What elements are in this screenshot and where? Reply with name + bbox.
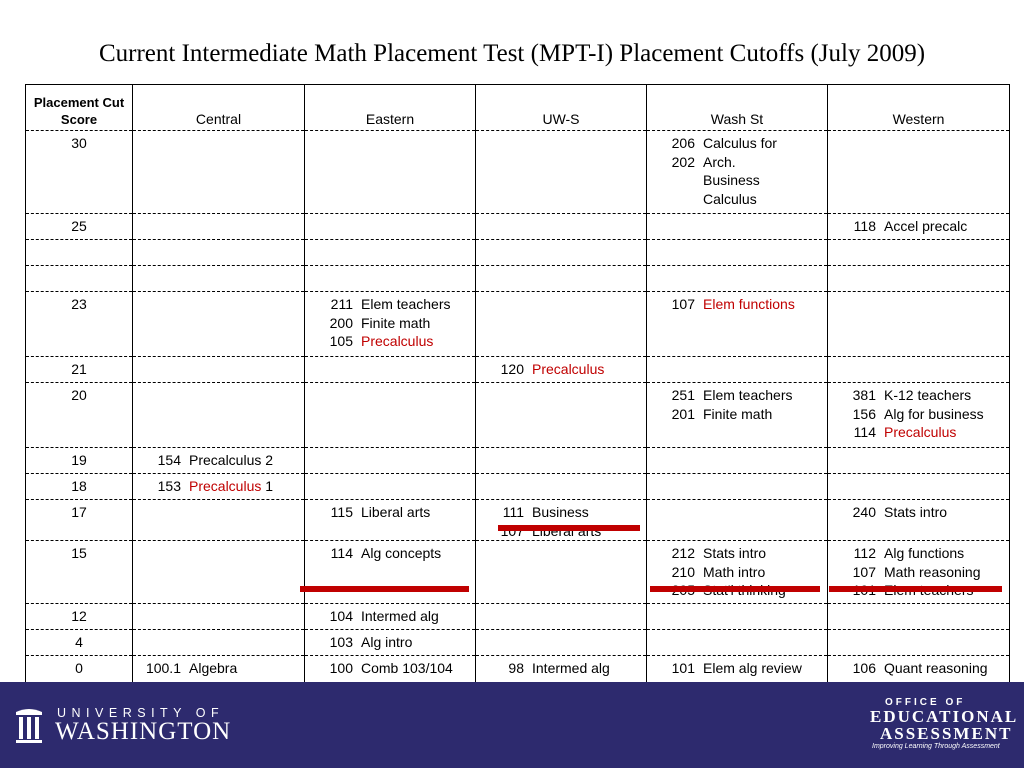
course-entry: [305, 544, 475, 563]
central-cell: [133, 131, 305, 214]
course-name: Precalculus: [189, 478, 262, 494]
course-code: [647, 190, 703, 209]
eastern-cell: [305, 630, 476, 656]
uws-cell: [476, 292, 647, 357]
course-name: Alg for business: [884, 405, 984, 422]
course-entry: [647, 153, 827, 172]
central-cell: [133, 630, 305, 656]
eastern-cell: [305, 266, 476, 292]
course-name: Stats intro: [884, 504, 948, 520]
strike-line-wash-st: [650, 586, 820, 592]
header-western: Western: [828, 85, 1010, 131]
uws-cell: [476, 500, 647, 541]
course-name: Algebra: [189, 660, 238, 676]
central-cell: [133, 500, 305, 541]
course-code: 103: [329, 634, 353, 650]
course-entry: [305, 332, 475, 351]
course-name: Liberal arts: [361, 504, 431, 520]
table-row: [26, 292, 1010, 357]
western-cell: [828, 266, 1010, 292]
washst-cell: [647, 500, 828, 541]
washst-cell: [647, 448, 828, 474]
course-name: Business: [703, 172, 760, 188]
course-name: Alg intro: [361, 634, 413, 650]
course-code: 381: [852, 387, 876, 403]
course-code: 200: [329, 314, 353, 331]
course-name: Math reasoning: [884, 563, 981, 580]
course-name: Quant reasoning: [884, 660, 988, 676]
washst-cell: [647, 214, 828, 240]
western-cell: [828, 292, 1010, 357]
table-row: [26, 266, 1010, 292]
cut-score-cell: [26, 240, 133, 266]
course-entry: [647, 405, 827, 424]
course-entry: [305, 633, 475, 652]
washst-cell: [647, 630, 828, 656]
course-code: 112: [853, 545, 876, 561]
course-code: 114: [853, 424, 876, 440]
eastern-cell: [305, 292, 476, 357]
strike-line-uws: [498, 525, 640, 531]
table-row: [26, 131, 1010, 214]
cut-score-cell: 25: [26, 214, 133, 240]
table-row: [26, 357, 1010, 383]
course-code: 156: [852, 405, 876, 422]
cut-score-cell: 18: [26, 474, 133, 500]
western-cell: [828, 383, 1010, 448]
course-entry: [647, 563, 827, 582]
eastern-cell: [305, 604, 476, 630]
course-name: Elem teachers: [361, 296, 451, 312]
course-name: Finite math: [361, 314, 431, 331]
uws-cell: [476, 630, 647, 656]
course-code: [647, 171, 703, 190]
eastern-cell: [305, 240, 476, 266]
header-uws: UW-S: [476, 85, 647, 131]
course-entry: [647, 544, 827, 563]
eastern-cell: [305, 541, 476, 604]
table-row: [26, 604, 1010, 630]
washst-cell: [647, 541, 828, 604]
course-code: 107: [852, 563, 876, 580]
central-cell: [133, 604, 305, 630]
header-central: Central: [133, 85, 305, 131]
course-name: Precalculus 2: [189, 452, 274, 468]
washst-cell: [647, 292, 828, 357]
cut-score-cell: 15: [26, 541, 133, 604]
washst-cell: [647, 357, 828, 383]
table-row: [26, 630, 1010, 656]
course-code: 154: [157, 452, 181, 468]
uws-cell: [476, 604, 647, 630]
washst-cell: [647, 604, 828, 630]
course-name: Elem alg review: [703, 660, 802, 676]
university-label: UNIVERSITY OF: [57, 706, 225, 720]
table-row: [26, 541, 1010, 604]
course-code: 100: [329, 660, 353, 676]
course-code: 240: [852, 504, 876, 520]
cut-score-cell: [26, 266, 133, 292]
course-entry: [647, 386, 827, 405]
course-entry: [828, 563, 1009, 582]
western-cell: [828, 474, 1010, 500]
header-placement-cut-score: Placement Cut Score: [26, 85, 133, 131]
western-cell: [828, 541, 1010, 604]
course-suffix: 1: [261, 478, 274, 494]
table-row: [26, 240, 1010, 266]
page-title: Current Intermediate Math Placement Test (MPT-I) Placement Cutoffs (July 2009): [98, 40, 926, 67]
course-entry: [647, 134, 827, 153]
course-name: Precalculus: [361, 333, 434, 349]
uw-columns-logo-icon: [14, 706, 44, 744]
oea-office-label: OFFICE OF: [885, 697, 966, 708]
course-code: 212: [671, 545, 695, 561]
course-code: 101: [671, 660, 695, 676]
course-name: Calculus for: [703, 135, 777, 151]
western-cell: [828, 240, 1010, 266]
western-cell: [828, 630, 1010, 656]
course-code: 107: [671, 296, 695, 312]
course-code: 211: [330, 296, 353, 312]
cut-score-cell: 23: [26, 292, 133, 357]
eastern-cell: [305, 357, 476, 383]
course-name: Elem functions: [703, 296, 795, 312]
course-entry: [133, 451, 304, 470]
course-entry: [647, 295, 827, 314]
table-body: [26, 131, 1010, 697]
course-name: Finite math: [703, 405, 773, 422]
course-entry: [828, 503, 1009, 522]
uws-cell: [476, 541, 647, 604]
oea-tagline: Improving Learning Through Assessment: [872, 743, 1000, 750]
cut-score-cell: 4: [26, 630, 133, 656]
course-name: Business: [532, 504, 589, 520]
course-entry: [305, 503, 475, 522]
eastern-cell: [305, 131, 476, 214]
course-entry: [305, 607, 475, 626]
course-name: Elem teachers: [703, 387, 793, 403]
course-name: Precalculus: [884, 424, 957, 440]
course-code: 206: [671, 135, 695, 151]
central-cell: [133, 214, 305, 240]
course-code: 104: [329, 608, 353, 624]
western-cell: [828, 500, 1010, 541]
course-code: 118: [853, 218, 876, 234]
course-code: 111: [502, 504, 524, 520]
course-name: Alg functions: [884, 545, 965, 561]
course-name: Arch.: [703, 153, 736, 170]
uws-cell: [476, 448, 647, 474]
course-entry: [133, 477, 304, 496]
washst-cell: [647, 266, 828, 292]
course-entry: [647, 171, 827, 190]
strike-line-western: [829, 586, 1002, 592]
washst-cell: [647, 131, 828, 214]
course-entry: [305, 295, 475, 314]
course-entry: [828, 544, 1009, 563]
course-entry: [305, 659, 475, 678]
course-code: 106: [852, 660, 876, 676]
course-entry: [647, 190, 827, 209]
central-cell: [133, 448, 305, 474]
cut-score-cell: 12: [26, 604, 133, 630]
course-name: Math intro: [703, 563, 766, 580]
course-name: K-12 teachers: [884, 387, 972, 403]
uws-cell: [476, 266, 647, 292]
central-cell: [133, 266, 305, 292]
uws-cell: [476, 240, 647, 266]
course-entry: [476, 503, 646, 522]
course-entry: [305, 314, 475, 333]
course-name: Calculus: [703, 190, 757, 207]
course-entry: [828, 386, 1009, 405]
course-code: 120: [500, 361, 524, 377]
table-row: [26, 500, 1010, 541]
course-code: 98: [508, 660, 524, 676]
course-code: 153: [157, 478, 181, 494]
course-name: Comb 103/104: [361, 660, 453, 676]
course-name: Accel precalc: [884, 218, 968, 234]
course-entry: [133, 659, 304, 678]
eastern-cell: [305, 383, 476, 448]
eastern-cell: [305, 214, 476, 240]
course-entry: [828, 659, 1009, 678]
table-row: [26, 474, 1010, 500]
western-cell: [828, 448, 1010, 474]
course-code: 100.1: [145, 660, 181, 676]
western-cell: [828, 131, 1010, 214]
washst-cell: [647, 383, 828, 448]
cut-score-cell: 20: [26, 383, 133, 448]
course-code: 210: [671, 563, 695, 580]
cut-score-cell: 19: [26, 448, 133, 474]
course-name: Intermed alg: [532, 660, 610, 676]
course-code: 114: [330, 545, 353, 561]
course-code: 201: [671, 405, 695, 422]
washst-cell: [647, 240, 828, 266]
eastern-cell: [305, 448, 476, 474]
header-row: [26, 85, 1010, 131]
washington-label: WASHINGTON: [55, 718, 232, 745]
uws-cell: [476, 131, 647, 214]
table-row: [26, 448, 1010, 474]
header-eastern: Eastern: [305, 85, 476, 131]
header-wash-st: Wash St: [647, 85, 828, 131]
oea-assessment-label: ASSESSMENT: [880, 724, 1013, 743]
course-code: 251: [671, 387, 695, 403]
strike-line-eastern: [300, 586, 469, 592]
course-code: 202: [671, 153, 695, 170]
course-name: Alg concepts: [361, 545, 442, 561]
central-cell: [133, 383, 305, 448]
western-cell: [828, 214, 1010, 240]
course-name: Precalculus: [532, 361, 605, 377]
uws-cell: [476, 383, 647, 448]
eastern-cell: [305, 474, 476, 500]
washst-cell: [647, 474, 828, 500]
uws-cell: [476, 214, 647, 240]
cut-score-cell: 21: [26, 357, 133, 383]
central-cell: [133, 541, 305, 604]
course-entry: [828, 217, 1009, 236]
western-cell: [828, 604, 1010, 630]
cut-score-cell: 17: [26, 500, 133, 541]
uws-cell: [476, 357, 647, 383]
course-entry: [828, 423, 1009, 442]
table-row: [26, 383, 1010, 448]
cut-score-cell: 0: [26, 656, 133, 697]
course-entry: [476, 360, 646, 379]
central-cell: [133, 292, 305, 357]
course-entry: [476, 659, 646, 678]
course-name: Stats intro: [703, 545, 767, 561]
course-entry: [647, 659, 827, 678]
course-name: Intermed alg: [361, 608, 439, 624]
cut-score-cell: 30: [26, 131, 133, 214]
central-cell: [133, 474, 305, 500]
uws-cell: [476, 474, 647, 500]
oea-educational-label: EDUCATIONAL: [870, 707, 1019, 726]
western-cell: [828, 357, 1010, 383]
table-row: [26, 214, 1010, 240]
course-code: 115: [330, 504, 353, 520]
central-cell: [133, 240, 305, 266]
eastern-cell: [305, 500, 476, 541]
course-entry: [828, 405, 1009, 424]
placement-cutoffs-table: [25, 84, 1010, 697]
course-code: 105: [329, 333, 353, 349]
central-cell: [133, 357, 305, 383]
